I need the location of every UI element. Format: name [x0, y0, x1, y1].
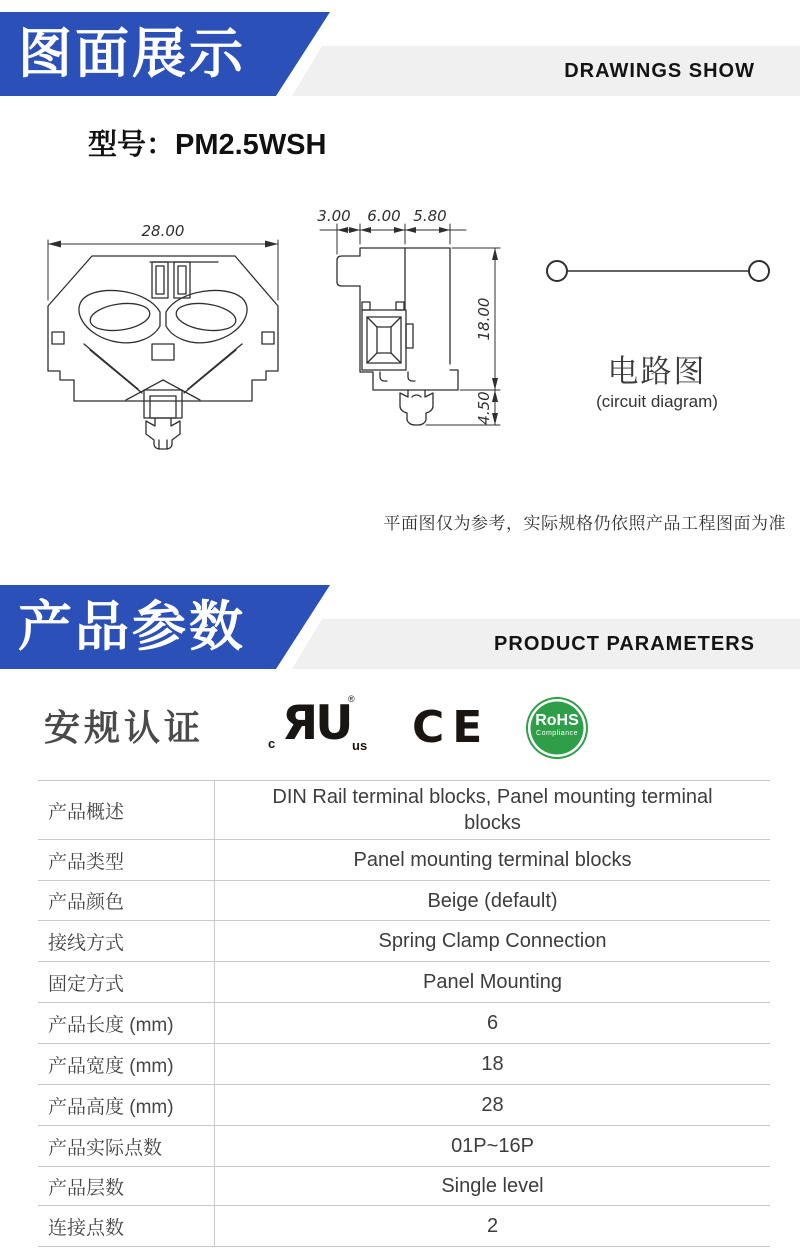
spec-row-value: Panel mounting terminal blocks: [353, 849, 632, 871]
spec-table-row: [38, 920, 770, 961]
spec-table-rows: [38, 780, 770, 1246]
spec-row-label: 产品层数: [38, 1167, 215, 1205]
side-view-drawing: [300, 194, 512, 452]
spec-row-label: 产品高度 (mm): [38, 1085, 215, 1125]
circuit-diagram-label-en: (circuit diagram): [596, 392, 718, 411]
spec-row-value: 01P~16P: [451, 1135, 534, 1157]
spec-row-label: 产品宽度 (mm): [38, 1044, 215, 1084]
spec-row-label: 产品类型: [38, 840, 215, 880]
circuit-diagram: [543, 253, 773, 289]
safety-certification-heading: 安规认证: [44, 707, 205, 748]
ul-mark-letters: ЯU: [282, 696, 351, 751]
parameters-banner-title-en: PRODUCT PARAMETERS: [494, 633, 755, 655]
spec-row-value: Beige (default): [427, 889, 558, 912]
spec-table-row: [38, 1166, 770, 1205]
model-number-heading: 型号：PM2.5WSH: [88, 129, 327, 161]
spec-table-row: [38, 961, 770, 1002]
spec-row-label: 产品长度 (mm): [38, 1003, 215, 1043]
ce-certification-icon: CE: [412, 702, 491, 753]
spec-row-label: 产品概述: [38, 781, 215, 839]
dim-side-left: 3.00: [317, 207, 351, 225]
parameters-banner: [0, 585, 800, 669]
spec-table-row: [38, 839, 770, 880]
spec-row-value: 6: [486, 1012, 499, 1034]
dim-side-pin: 4.50: [475, 391, 493, 425]
dim-side-height: 18.00: [475, 297, 493, 341]
spec-row-value: Single level: [441, 1175, 544, 1197]
dim-side-mid: 6.00: [367, 207, 401, 225]
spec-row-label: 产品实际点数: [38, 1126, 215, 1166]
spec-table-row: [38, 1043, 770, 1084]
ul-certification-icon: [268, 696, 378, 760]
ul-registered-symbol: ®: [348, 694, 355, 704]
spec-table-row: [38, 1125, 770, 1166]
spec-row-label: 固定方式: [38, 962, 215, 1002]
spec-table-row: [38, 1084, 770, 1125]
spec-table-row: [38, 1205, 770, 1246]
spec-row-label: 连接点数: [38, 1206, 215, 1246]
spec-table-row: [38, 1002, 770, 1043]
dim-front-width: 28.00: [141, 222, 185, 240]
parameters-banner-title-cn: 产品参数: [18, 597, 246, 657]
dim-side-right: 5.80: [413, 207, 447, 225]
rohs-certification-icon: [528, 699, 586, 757]
spec-row-value: Panel Mounting: [423, 971, 562, 993]
spec-table: [38, 780, 770, 1247]
spec-row-value: 2: [486, 1215, 499, 1237]
drawing-disclaimer-note: 平面图仅为参考，实际规格仍依照产品工程图面为准: [383, 514, 786, 533]
drawings-banner-title-cn: 图面展示: [18, 24, 246, 84]
drawings-banner-title-en: DRAWINGS SHOW: [564, 60, 755, 82]
spec-row-value: DIN Rail terminal blocks, Panel mounting terminal blocks: [272, 786, 713, 834]
rohs-sublabel: Compliance: [536, 730, 578, 737]
front-view-drawing: [38, 194, 288, 452]
ul-c-label: c: [268, 736, 276, 751]
spec-row-label: 接线方式: [38, 921, 215, 961]
circuit-diagram-label-cn: 电路图: [607, 354, 707, 389]
spec-table-row: [38, 780, 770, 839]
drawings-banner: [0, 12, 800, 96]
spec-row-value: 28: [481, 1094, 504, 1116]
spec-row-value: Spring Clamp Connection: [378, 930, 607, 952]
rohs-label: RoHS: [535, 712, 579, 729]
spec-row-value: 18: [481, 1053, 504, 1075]
spec-row-label: 产品颜色: [38, 881, 215, 920]
ul-us-label: us: [352, 738, 368, 753]
spec-table-row: [38, 880, 770, 920]
